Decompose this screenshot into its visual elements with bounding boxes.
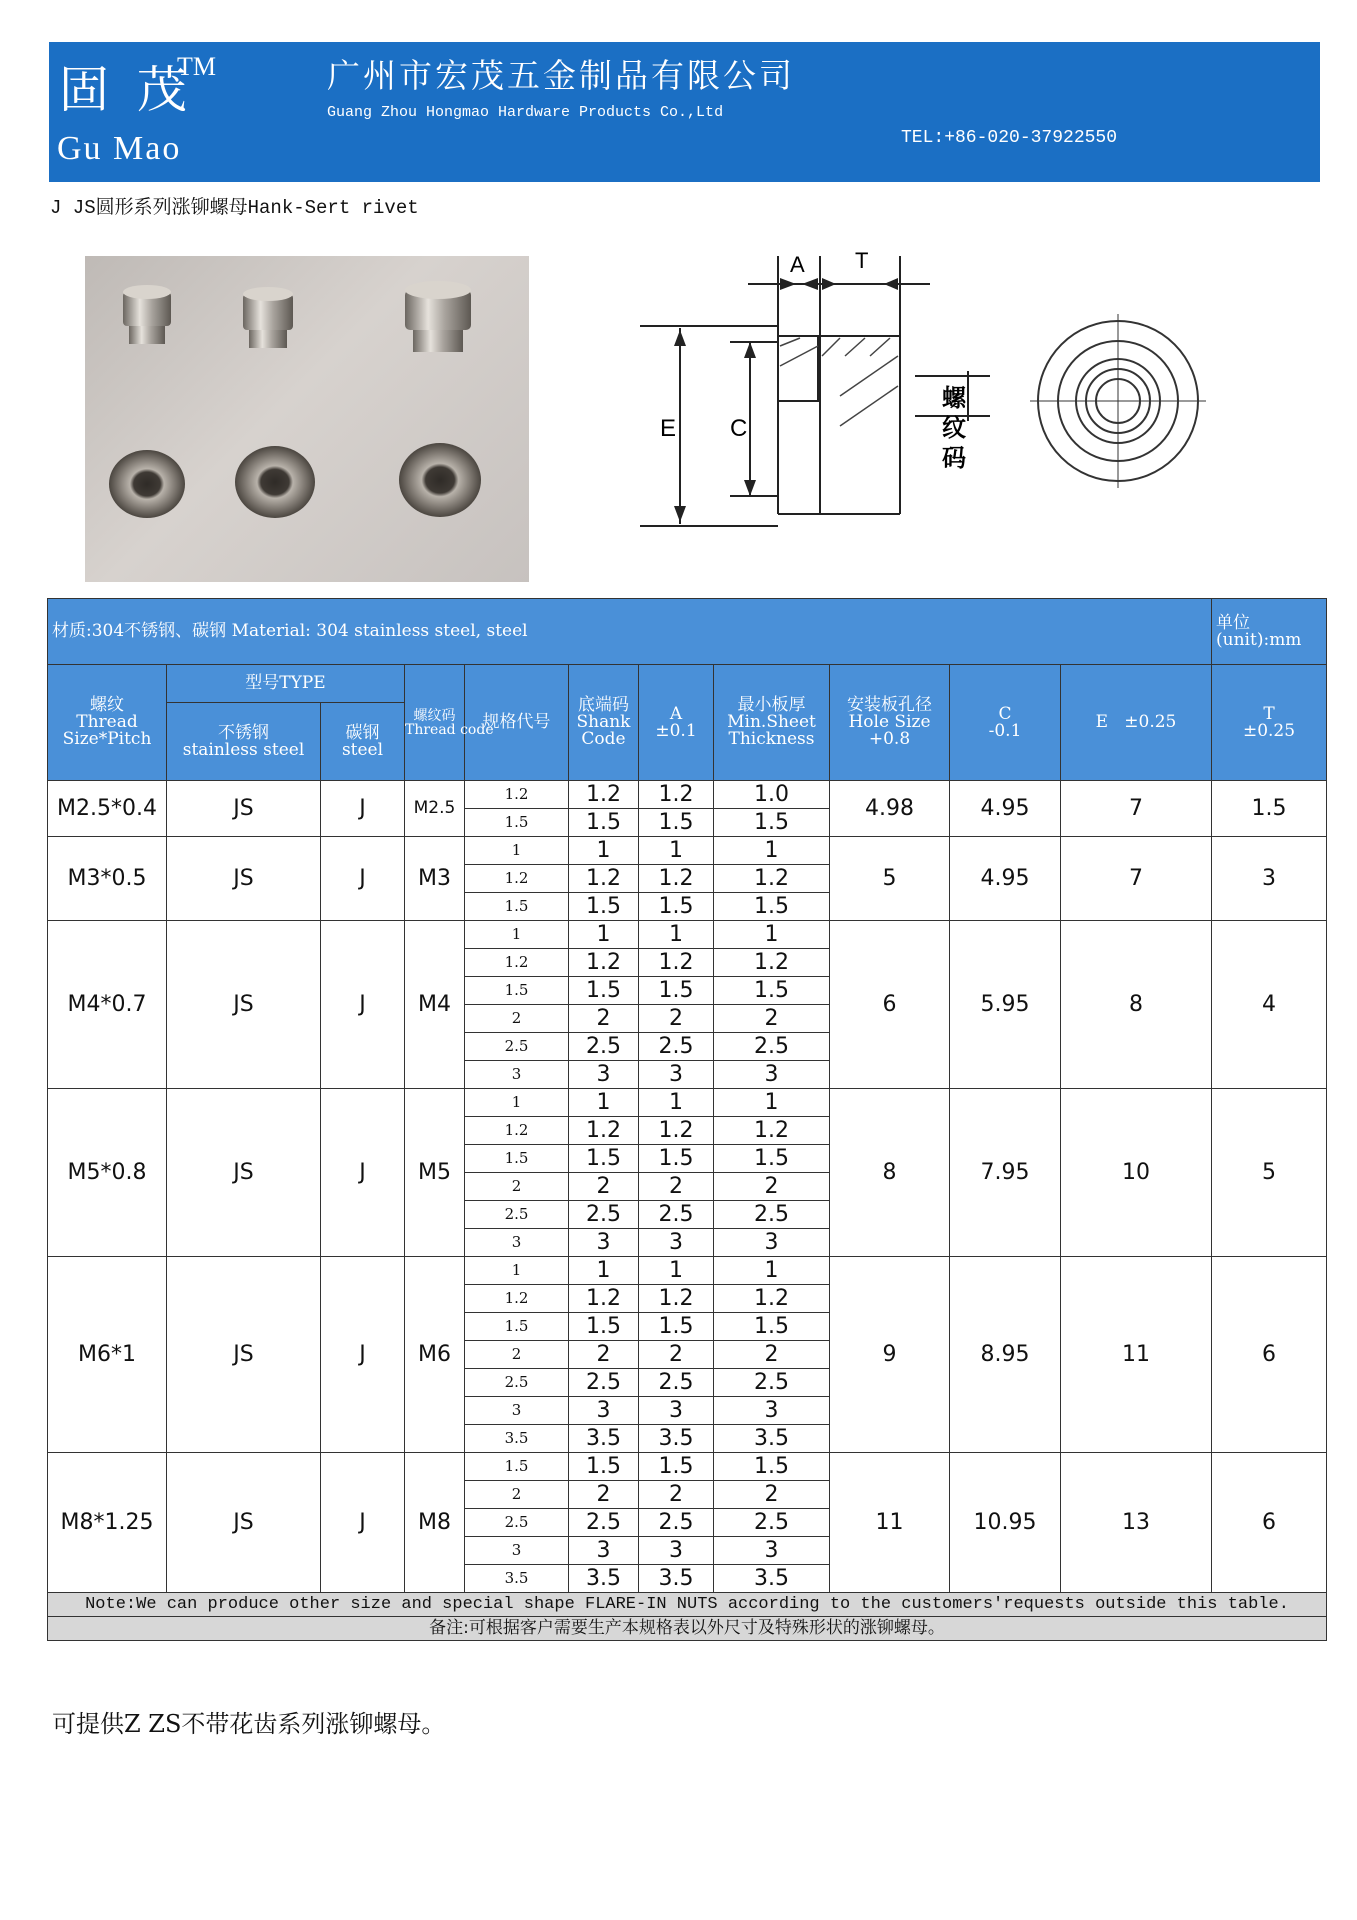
- shank-code-cell: 3: [569, 1229, 639, 1257]
- spec-code-cell: 3: [465, 1061, 569, 1089]
- label-e: E: [660, 415, 677, 442]
- a-cell: 3: [639, 1397, 714, 1425]
- min-sheet-cell: 1: [714, 1257, 830, 1285]
- min-sheet-cell: 1.2: [714, 1117, 830, 1145]
- min-sheet-cell: 3.5: [714, 1565, 830, 1593]
- spec-code-cell: 2.5: [465, 1033, 569, 1061]
- c-cell: 5.95: [950, 921, 1061, 1089]
- a-cell: 1.5: [639, 1453, 714, 1481]
- h-min-sheet: 最小板厚 Min.Sheet Thickness: [714, 665, 830, 781]
- spec-code-cell: 1.5: [465, 977, 569, 1005]
- shank-code-cell: 1.2: [569, 865, 639, 893]
- min-sheet-cell: 2: [714, 1481, 830, 1509]
- shank-code-cell: 2: [569, 1341, 639, 1369]
- label-a: A: [790, 252, 805, 277]
- label-thread-3: 码: [942, 444, 966, 472]
- h-type: 型号TYPE: [167, 665, 405, 703]
- min-sheet-cell: 2.5: [714, 1369, 830, 1397]
- a-cell: 1.5: [639, 1313, 714, 1341]
- min-sheet-cell: 1.5: [714, 1313, 830, 1341]
- spec-code-cell: 1.5: [465, 809, 569, 837]
- steel-cell: J: [321, 837, 405, 921]
- thread-cell: M6*1: [48, 1257, 167, 1453]
- thread-code-cell: M5: [405, 1089, 465, 1257]
- min-sheet-cell: 2: [714, 1173, 830, 1201]
- spec-code-cell: 1.5: [465, 893, 569, 921]
- spec-code-cell: 2: [465, 1173, 569, 1201]
- shank-code-cell: 3.5: [569, 1425, 639, 1453]
- footer-note: 可提供Z ZS不带花齿系列涨铆螺母。: [52, 1710, 446, 1738]
- thread-code-cell: M3: [405, 837, 465, 921]
- shank-code-cell: 3: [569, 1061, 639, 1089]
- a-cell: 1: [639, 837, 714, 865]
- company-header: [49, 42, 1320, 182]
- shank-code-cell: 1.2: [569, 1285, 639, 1313]
- h-shank: 底端码 Shank Code: [569, 665, 639, 781]
- min-sheet-cell: 1: [714, 837, 830, 865]
- table-row: [48, 1089, 1327, 1117]
- stainless-cell: JS: [167, 781, 321, 837]
- a-cell: 2.5: [639, 1033, 714, 1061]
- spec-code-cell: 3.5: [465, 1425, 569, 1453]
- hole-cell: 8: [830, 1089, 950, 1257]
- a-cell: 1: [639, 921, 714, 949]
- shank-code-cell: 1.5: [569, 977, 639, 1005]
- table-row: [48, 921, 1327, 949]
- hole-cell: 11: [830, 1453, 950, 1593]
- shank-code-cell: 3: [569, 1397, 639, 1425]
- logo-cn: 固 茂: [59, 61, 193, 119]
- a-cell: 2.5: [639, 1509, 714, 1537]
- c-cell: 4.95: [950, 837, 1061, 921]
- shank-code-cell: 1.5: [569, 1145, 639, 1173]
- thread-code-cell: M8: [405, 1453, 465, 1593]
- table-row: [48, 781, 1327, 809]
- e-cell: 13: [1061, 1453, 1212, 1593]
- a-cell: 2: [639, 1481, 714, 1509]
- spec-code-cell: 2.5: [465, 1509, 569, 1537]
- shank-code-cell: 1.5: [569, 1313, 639, 1341]
- a-cell: 3: [639, 1061, 714, 1089]
- a-cell: 1.2: [639, 865, 714, 893]
- min-sheet-cell: 1.5: [714, 1145, 830, 1173]
- stainless-cell: JS: [167, 1453, 321, 1593]
- spec-code-cell: 1.2: [465, 781, 569, 809]
- spec-table: [47, 598, 1327, 1641]
- h-c: C -0.1: [950, 665, 1061, 781]
- t-cell: 4: [1212, 921, 1327, 1089]
- shank-code-cell: 3: [569, 1537, 639, 1565]
- hole-cell: 9: [830, 1257, 950, 1453]
- min-sheet-cell: 2.5: [714, 1033, 830, 1061]
- min-sheet-cell: 2: [714, 1341, 830, 1369]
- shank-code-cell: 1.2: [569, 949, 639, 977]
- spec-code-cell: 1.5: [465, 1313, 569, 1341]
- shank-code-cell: 2: [569, 1005, 639, 1033]
- spec-code-cell: 3: [465, 1229, 569, 1257]
- spec-code-cell: 2: [465, 1005, 569, 1033]
- spec-code-cell: 2.5: [465, 1369, 569, 1397]
- dimension-diagram: [650, 246, 1250, 536]
- min-sheet-cell: 1.2: [714, 865, 830, 893]
- min-sheet-cell: 2.5: [714, 1509, 830, 1537]
- shank-code-cell: 1.5: [569, 1453, 639, 1481]
- thread-code-cell: M6: [405, 1257, 465, 1453]
- company-name-en: Guang Zhou Hongmao Hardware Products Co.,Ltd: [327, 104, 724, 121]
- table-row: [48, 1453, 1327, 1481]
- thread-code-cell: M4: [405, 921, 465, 1089]
- spec-code-cell: 1.2: [465, 1285, 569, 1313]
- min-sheet-cell: 1.5: [714, 977, 830, 1005]
- shank-code-cell: 1: [569, 1257, 639, 1285]
- label-thread-2: 纹: [942, 414, 966, 442]
- steel-cell: J: [321, 1257, 405, 1453]
- hole-cell: 4.98: [830, 781, 950, 837]
- t-cell: 1.5: [1212, 781, 1327, 837]
- h-spec: 规格代号: [465, 665, 569, 781]
- spec-code-cell: 3: [465, 1397, 569, 1425]
- shank-code-cell: 1.5: [569, 893, 639, 921]
- hole-cell: 6: [830, 921, 950, 1089]
- e-cell: 11: [1061, 1257, 1212, 1453]
- min-sheet-cell: 1: [714, 1089, 830, 1117]
- e-cell: 10: [1061, 1089, 1212, 1257]
- a-cell: 2: [639, 1341, 714, 1369]
- stainless-cell: JS: [167, 1257, 321, 1453]
- a-cell: 2.5: [639, 1201, 714, 1229]
- shank-code-cell: 2.5: [569, 1509, 639, 1537]
- material-cell: 材质:304不锈钢、碳钢 Material: 304 stainless steel, steel: [48, 599, 1212, 665]
- shank-code-cell: 2: [569, 1173, 639, 1201]
- thread-cell: M2.5*0.4: [48, 781, 167, 837]
- c-cell: 7.95: [950, 1089, 1061, 1257]
- stainless-cell: JS: [167, 837, 321, 921]
- thread-cell: M3*0.5: [48, 837, 167, 921]
- a-cell: 1.5: [639, 1145, 714, 1173]
- h-stainless: 不锈钢 stainless steel: [167, 703, 321, 781]
- c-cell: 4.95: [950, 781, 1061, 837]
- min-sheet-cell: 2: [714, 1005, 830, 1033]
- h-a: A ±0.1: [639, 665, 714, 781]
- steel-cell: J: [321, 781, 405, 837]
- spec-code-cell: 1: [465, 1257, 569, 1285]
- hole-cell: 5: [830, 837, 950, 921]
- min-sheet-cell: 1.2: [714, 949, 830, 977]
- e-cell: 8: [1061, 921, 1212, 1089]
- table-row: [48, 837, 1327, 865]
- telephone: TEL:+86-020-37922550: [901, 128, 1118, 148]
- c-cell: 8.95: [950, 1257, 1061, 1453]
- a-cell: 1.2: [639, 949, 714, 977]
- shank-code-cell: 1: [569, 837, 639, 865]
- shank-code-cell: 2.5: [569, 1369, 639, 1397]
- a-cell: 1: [639, 1257, 714, 1285]
- thread-cell: M8*1.25: [48, 1453, 167, 1593]
- min-sheet-cell: 1.5: [714, 893, 830, 921]
- steel-cell: J: [321, 1089, 405, 1257]
- spec-code-cell: 1.5: [465, 1453, 569, 1481]
- spec-code-cell: 3: [465, 1537, 569, 1565]
- table-row: [48, 1257, 1327, 1285]
- shank-code-cell: 2.5: [569, 1033, 639, 1061]
- note-en: Note:We can produce other size and special shape FLARE-IN NUTS according to the customers'requests outside this table.: [48, 1593, 1327, 1617]
- t-cell: 5: [1212, 1089, 1327, 1257]
- series-title: J JS圆形系列涨铆螺母Hank-Sert rivet: [50, 197, 419, 219]
- logo-en: Gu Mao: [57, 130, 182, 167]
- spec-code-cell: 1.5: [465, 1145, 569, 1173]
- min-sheet-cell: 1.2: [714, 1285, 830, 1313]
- steel-cell: J: [321, 1453, 405, 1593]
- min-sheet-cell: 3: [714, 1397, 830, 1425]
- a-cell: 1: [639, 1089, 714, 1117]
- spec-code-cell: 2: [465, 1481, 569, 1509]
- a-cell: 2: [639, 1173, 714, 1201]
- rivet-nuts-image: [85, 256, 529, 582]
- a-cell: 3: [639, 1229, 714, 1257]
- a-cell: 1.2: [639, 1117, 714, 1145]
- h-e: E ±0.25: [1061, 665, 1212, 781]
- min-sheet-cell: 3: [714, 1537, 830, 1565]
- unit-en: (unit):mm: [1216, 629, 1302, 650]
- min-sheet-cell: 1.5: [714, 809, 830, 837]
- spec-code-cell: 1.2: [465, 949, 569, 977]
- min-sheet-cell: 3: [714, 1229, 830, 1257]
- a-cell: 2.5: [639, 1369, 714, 1397]
- spec-code-cell: 3.5: [465, 1565, 569, 1593]
- h-steel: 碳钢 steel: [321, 703, 405, 781]
- spec-code-cell: 1: [465, 837, 569, 865]
- shank-code-cell: 2.5: [569, 1201, 639, 1229]
- label-c: C: [730, 415, 748, 442]
- spec-code-cell: 2.5: [465, 1201, 569, 1229]
- label-thread-1: 螺: [942, 384, 966, 412]
- a-cell: 3.5: [639, 1425, 714, 1453]
- logo-tm: TM: [177, 52, 216, 81]
- note-cn: 备注:可根据客户需要生产本规格表以外尺寸及特殊形状的涨铆螺母。: [48, 1617, 1327, 1641]
- thread-code-cell: M2.5: [405, 781, 465, 837]
- spec-code-cell: 1: [465, 1089, 569, 1117]
- spec-code-cell: 1.2: [465, 865, 569, 893]
- min-sheet-cell: 1: [714, 921, 830, 949]
- shank-code-cell: 1: [569, 1089, 639, 1117]
- a-cell: 1.2: [639, 781, 714, 809]
- shank-code-cell: 1: [569, 921, 639, 949]
- shank-code-cell: 1.2: [569, 781, 639, 809]
- c-cell: 10.95: [950, 1453, 1061, 1593]
- spec-code-cell: 1: [465, 921, 569, 949]
- h-thread: 螺纹 Thread Size*Pitch: [48, 665, 167, 781]
- e-cell: 7: [1061, 781, 1212, 837]
- stainless-cell: JS: [167, 1089, 321, 1257]
- unit-cn: 单位: [1216, 612, 1251, 633]
- a-cell: 1.5: [639, 977, 714, 1005]
- min-sheet-cell: 3.5: [714, 1425, 830, 1453]
- shank-code-cell: 2: [569, 1481, 639, 1509]
- h-t: T ±0.25: [1212, 665, 1327, 781]
- t-cell: 6: [1212, 1257, 1327, 1453]
- a-cell: 3.5: [639, 1565, 714, 1593]
- a-cell: 1.5: [639, 809, 714, 837]
- company-name-cn: 广州市宏茂五金制品有限公司: [327, 56, 795, 95]
- shank-code-cell: 3.5: [569, 1565, 639, 1593]
- a-cell: 3: [639, 1537, 714, 1565]
- spec-code-cell: 1.2: [465, 1117, 569, 1145]
- label-t: T: [855, 248, 869, 273]
- stainless-cell: JS: [167, 921, 321, 1089]
- shank-code-cell: 1.2: [569, 1117, 639, 1145]
- spec-code-cell: 2: [465, 1341, 569, 1369]
- top-view-circles: [1030, 314, 1206, 488]
- t-cell: 3: [1212, 837, 1327, 921]
- min-sheet-cell: 2.5: [714, 1201, 830, 1229]
- e-cell: 7: [1061, 837, 1212, 921]
- h-thread-code: 螺纹码 Thread code: [405, 665, 465, 781]
- t-cell: 6: [1212, 1453, 1327, 1593]
- shank-code-cell: 1.5: [569, 809, 639, 837]
- a-cell: 1.5: [639, 893, 714, 921]
- steel-cell: J: [321, 921, 405, 1089]
- thread-cell: M4*0.7: [48, 921, 167, 1089]
- a-cell: 1.2: [639, 1285, 714, 1313]
- h-hole: 安装板孔径 Hole Size +0.8: [830, 665, 950, 781]
- thread-cell: M5*0.8: [48, 1089, 167, 1257]
- min-sheet-cell: 1.5: [714, 1453, 830, 1481]
- a-cell: 2: [639, 1005, 714, 1033]
- min-sheet-cell: 3: [714, 1061, 830, 1089]
- product-photo: [85, 256, 529, 582]
- min-sheet-cell: 1.0: [714, 781, 830, 809]
- unit-cell: [1212, 599, 1327, 665]
